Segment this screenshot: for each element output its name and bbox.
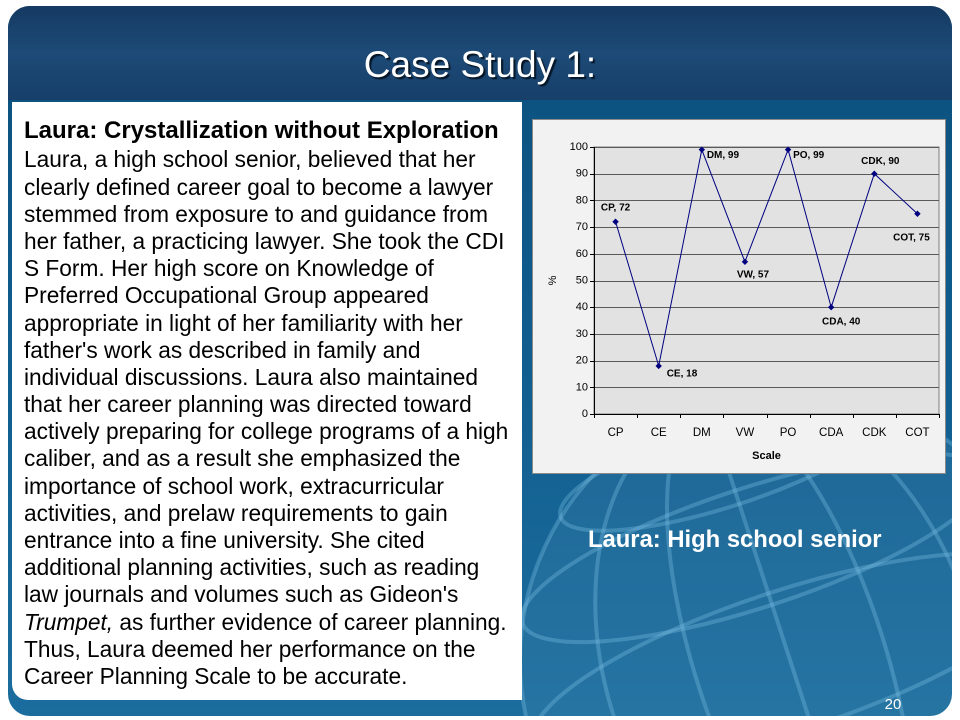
body-line: activities, and prelaw requirements to gain: [24, 499, 448, 526]
chart-svg: [532, 119, 946, 474]
y-tick-label: 0: [581, 408, 588, 420]
body-line: S Form. Her high score on Knowledge of: [24, 255, 434, 282]
case-heading: Laura: Crystallization without Exploration: [24, 117, 499, 144]
body-line: individual discussions. Laura also maintained: [24, 363, 479, 390]
body-line: [24, 609, 508, 636]
data-label: DM, 99: [706, 150, 740, 162]
x-tick-label: DM: [692, 427, 711, 439]
y-tick-label: 60: [575, 247, 588, 260]
y-tick-label: 70: [575, 221, 588, 234]
y-axis-title: %: [547, 275, 559, 286]
x-tick-label: COT: [905, 427, 930, 439]
body-line: law journals and volumes such as Gideon's: [24, 581, 459, 608]
y-tick-label: 10: [575, 381, 588, 394]
x-tick-label: CDK: [862, 427, 887, 439]
body-line: caliber, and as a result she emphasized the: [24, 445, 461, 472]
body-line: her father, a practicing lawyer. She took the CDI: [24, 227, 505, 254]
line-chart: [532, 119, 946, 474]
x-tick-label: PO: [779, 427, 797, 439]
data-label: CDA, 40: [822, 316, 861, 328]
data-label: VW, 57: [736, 269, 770, 281]
y-tick-label: 50: [575, 274, 588, 287]
chart-caption: Laura: High school senior: [588, 526, 882, 553]
body-line: that her career planning was directed toward: [24, 391, 472, 418]
data-label: CE, 18: [666, 368, 698, 380]
x-tick-label: VW: [735, 427, 755, 439]
body-line-rest: as further evidence of career planning.: [113, 608, 507, 635]
body-line: actively preparing for college programs of a high: [24, 418, 509, 445]
body-line: Preferred Occupational Group appeared: [24, 282, 429, 309]
text-panel: [12, 102, 522, 700]
case-description: [24, 146, 508, 690]
plot-area: [594, 147, 939, 414]
x-tick-label: CP: [607, 427, 624, 439]
y-tick-label: 100: [569, 141, 588, 153]
body-line: additional planning activities, such as reading: [24, 554, 480, 581]
slide-title: Case Study 1:: [363, 44, 597, 85]
y-tick-label: 90: [575, 167, 588, 180]
x-tick-label: CDA: [819, 427, 844, 439]
y-tick-label: 20: [575, 354, 588, 367]
body-line: Laura, a high school senior, believed that her: [24, 146, 476, 173]
x-tick-label: CE: [650, 427, 667, 439]
body-line: Thus, Laura deemed her performance on the: [24, 635, 476, 662]
book-title-italic: Trumpet,: [24, 608, 114, 635]
data-label: COT, 75: [893, 232, 930, 244]
data-label: PO, 99: [793, 150, 825, 162]
body-line: importance of school work, extracurricular: [24, 472, 444, 499]
body-line: stemmed from exposure to and guidance from: [24, 200, 489, 227]
y-tick-label: 40: [575, 301, 588, 314]
body-line: clearly defined career goal to become a lawyer: [24, 173, 494, 200]
page-number: 20: [884, 696, 902, 713]
y-tick-label: 80: [575, 194, 588, 207]
data-label: CDK, 90: [861, 156, 900, 168]
body-line: appropriate in light of her familiarity with her: [24, 309, 463, 336]
body-line: father's work as described in family and: [24, 336, 421, 363]
body-line: Career Planning Scale to be accurate.: [24, 662, 408, 689]
body-line: entrance into a fine university. She cited: [24, 527, 425, 554]
x-axis-title: Scale: [752, 450, 781, 462]
data-label: CP, 72: [600, 202, 631, 214]
y-tick-label: 30: [575, 327, 588, 340]
